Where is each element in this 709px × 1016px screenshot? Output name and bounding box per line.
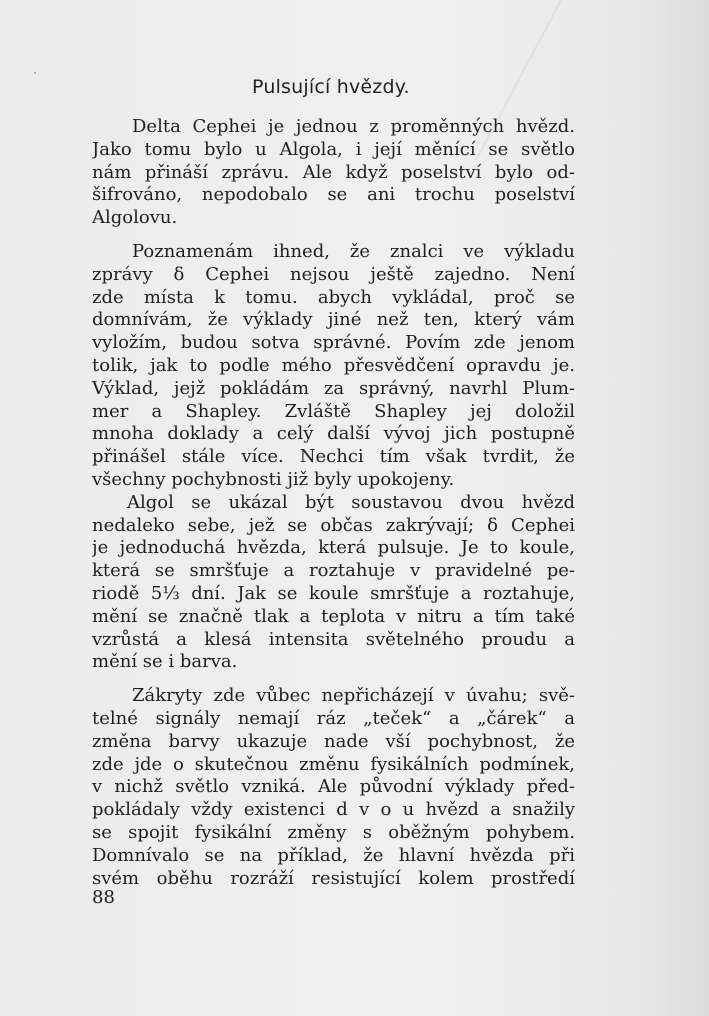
text-line: Algol se ukázal být soustavou dvou hvězd xyxy=(127,491,575,513)
text-line: mer a Shapley. Zvláště Shapley jej doložil xyxy=(92,400,575,422)
text-line: která se smršťuje a roztahuje v pravidelné pe- xyxy=(92,560,575,582)
text-line: nám přináší zprávu. Ale když poselství bylo od- xyxy=(92,161,575,183)
text-line: změna barvy ukazuje nade vší pochybnost, že xyxy=(92,730,575,752)
paragraph-2 xyxy=(92,241,575,492)
text-line: svém oběhu rozráží resistující kolem prostředí xyxy=(92,867,575,889)
text-line: riodě 5⅓ dní. Jak se koule smršťuje a roztahuje, xyxy=(92,582,575,604)
text-line: šifrováno, nepodobalo se ani trochu poselství xyxy=(92,184,575,206)
text-line: zprávy δ Cephei nejsou ještě zajedno. Není xyxy=(92,263,575,285)
text-line: pokládaly vždy existenci d v o u hvězd a snažily xyxy=(92,799,575,821)
text-line: všechny pochybnosti již byly upokojeny. xyxy=(92,468,455,490)
text-line: nedaleko sebe, jež se občas zakrývají; δ Cephei xyxy=(92,514,575,536)
text-line: Jako tomu bylo u Algola, i její měnící se světlo xyxy=(92,138,575,160)
text-line: Algolovu. xyxy=(92,207,178,229)
text-line: Výklad, jejž pokládám za správný, navrhl Plum- xyxy=(92,377,575,399)
text-line: je jednoduchá hvězda, která pulsuje. Je to koule, xyxy=(92,537,575,559)
text-line: Poznamenám ihned, že znalci ve výkladu xyxy=(132,240,575,262)
text-line: mění se značně tlak a teplota v nitru a tím také xyxy=(92,605,575,627)
text-line: vzrůstá a klesá intensita světelného proudu a xyxy=(92,628,575,650)
text-line: zde místa k tomu. abych vykládal, proč se xyxy=(92,286,575,308)
text-line: telné signály nemají ráz „teček“ a „čárek“ a xyxy=(92,707,575,729)
text-line: mění se i barva. xyxy=(92,651,238,673)
paragraph-3 xyxy=(92,492,575,674)
paragraph-4 xyxy=(92,685,575,890)
page-text xyxy=(92,116,575,890)
text-line: Zákryty zde vůbec nepřicházejí v úvahu; svě- xyxy=(132,685,575,707)
stray-ink-dot xyxy=(34,72,36,74)
text-line: domnívám, že výklady jiné než ten, který vám xyxy=(92,309,575,331)
page-edge-shadow xyxy=(639,0,709,1016)
text-line: v nichž světlo vzniká. Ale původní výklady před- xyxy=(92,776,575,798)
text-line: tolik, jak to podle mého přesvědčení opravdu je. xyxy=(92,354,575,376)
text-line: Delta Cephei je jednou z proměnných hvězd. xyxy=(132,116,575,137)
text-line: mnoha doklady a celý další vývoj jich postupně xyxy=(92,423,575,445)
text-line: Domnívalo se na příklad, že hlavní hvězda při xyxy=(92,844,575,866)
text-line: se spojit fysikální změny s oběžným pohybem. xyxy=(92,821,575,843)
page-title: Pulsující hvězdy. xyxy=(252,76,410,98)
paragraph-1 xyxy=(92,116,575,230)
text-line: zde jde o skutečnou změnu fysikálních podmínek, xyxy=(92,753,575,775)
text-line: přinášel stále více. Nechci tím však tvrdit, že xyxy=(92,446,575,468)
page-number: 88 xyxy=(92,887,115,908)
text-line: vyložím, budou sotva správné. Povím zde jenom xyxy=(92,332,575,354)
